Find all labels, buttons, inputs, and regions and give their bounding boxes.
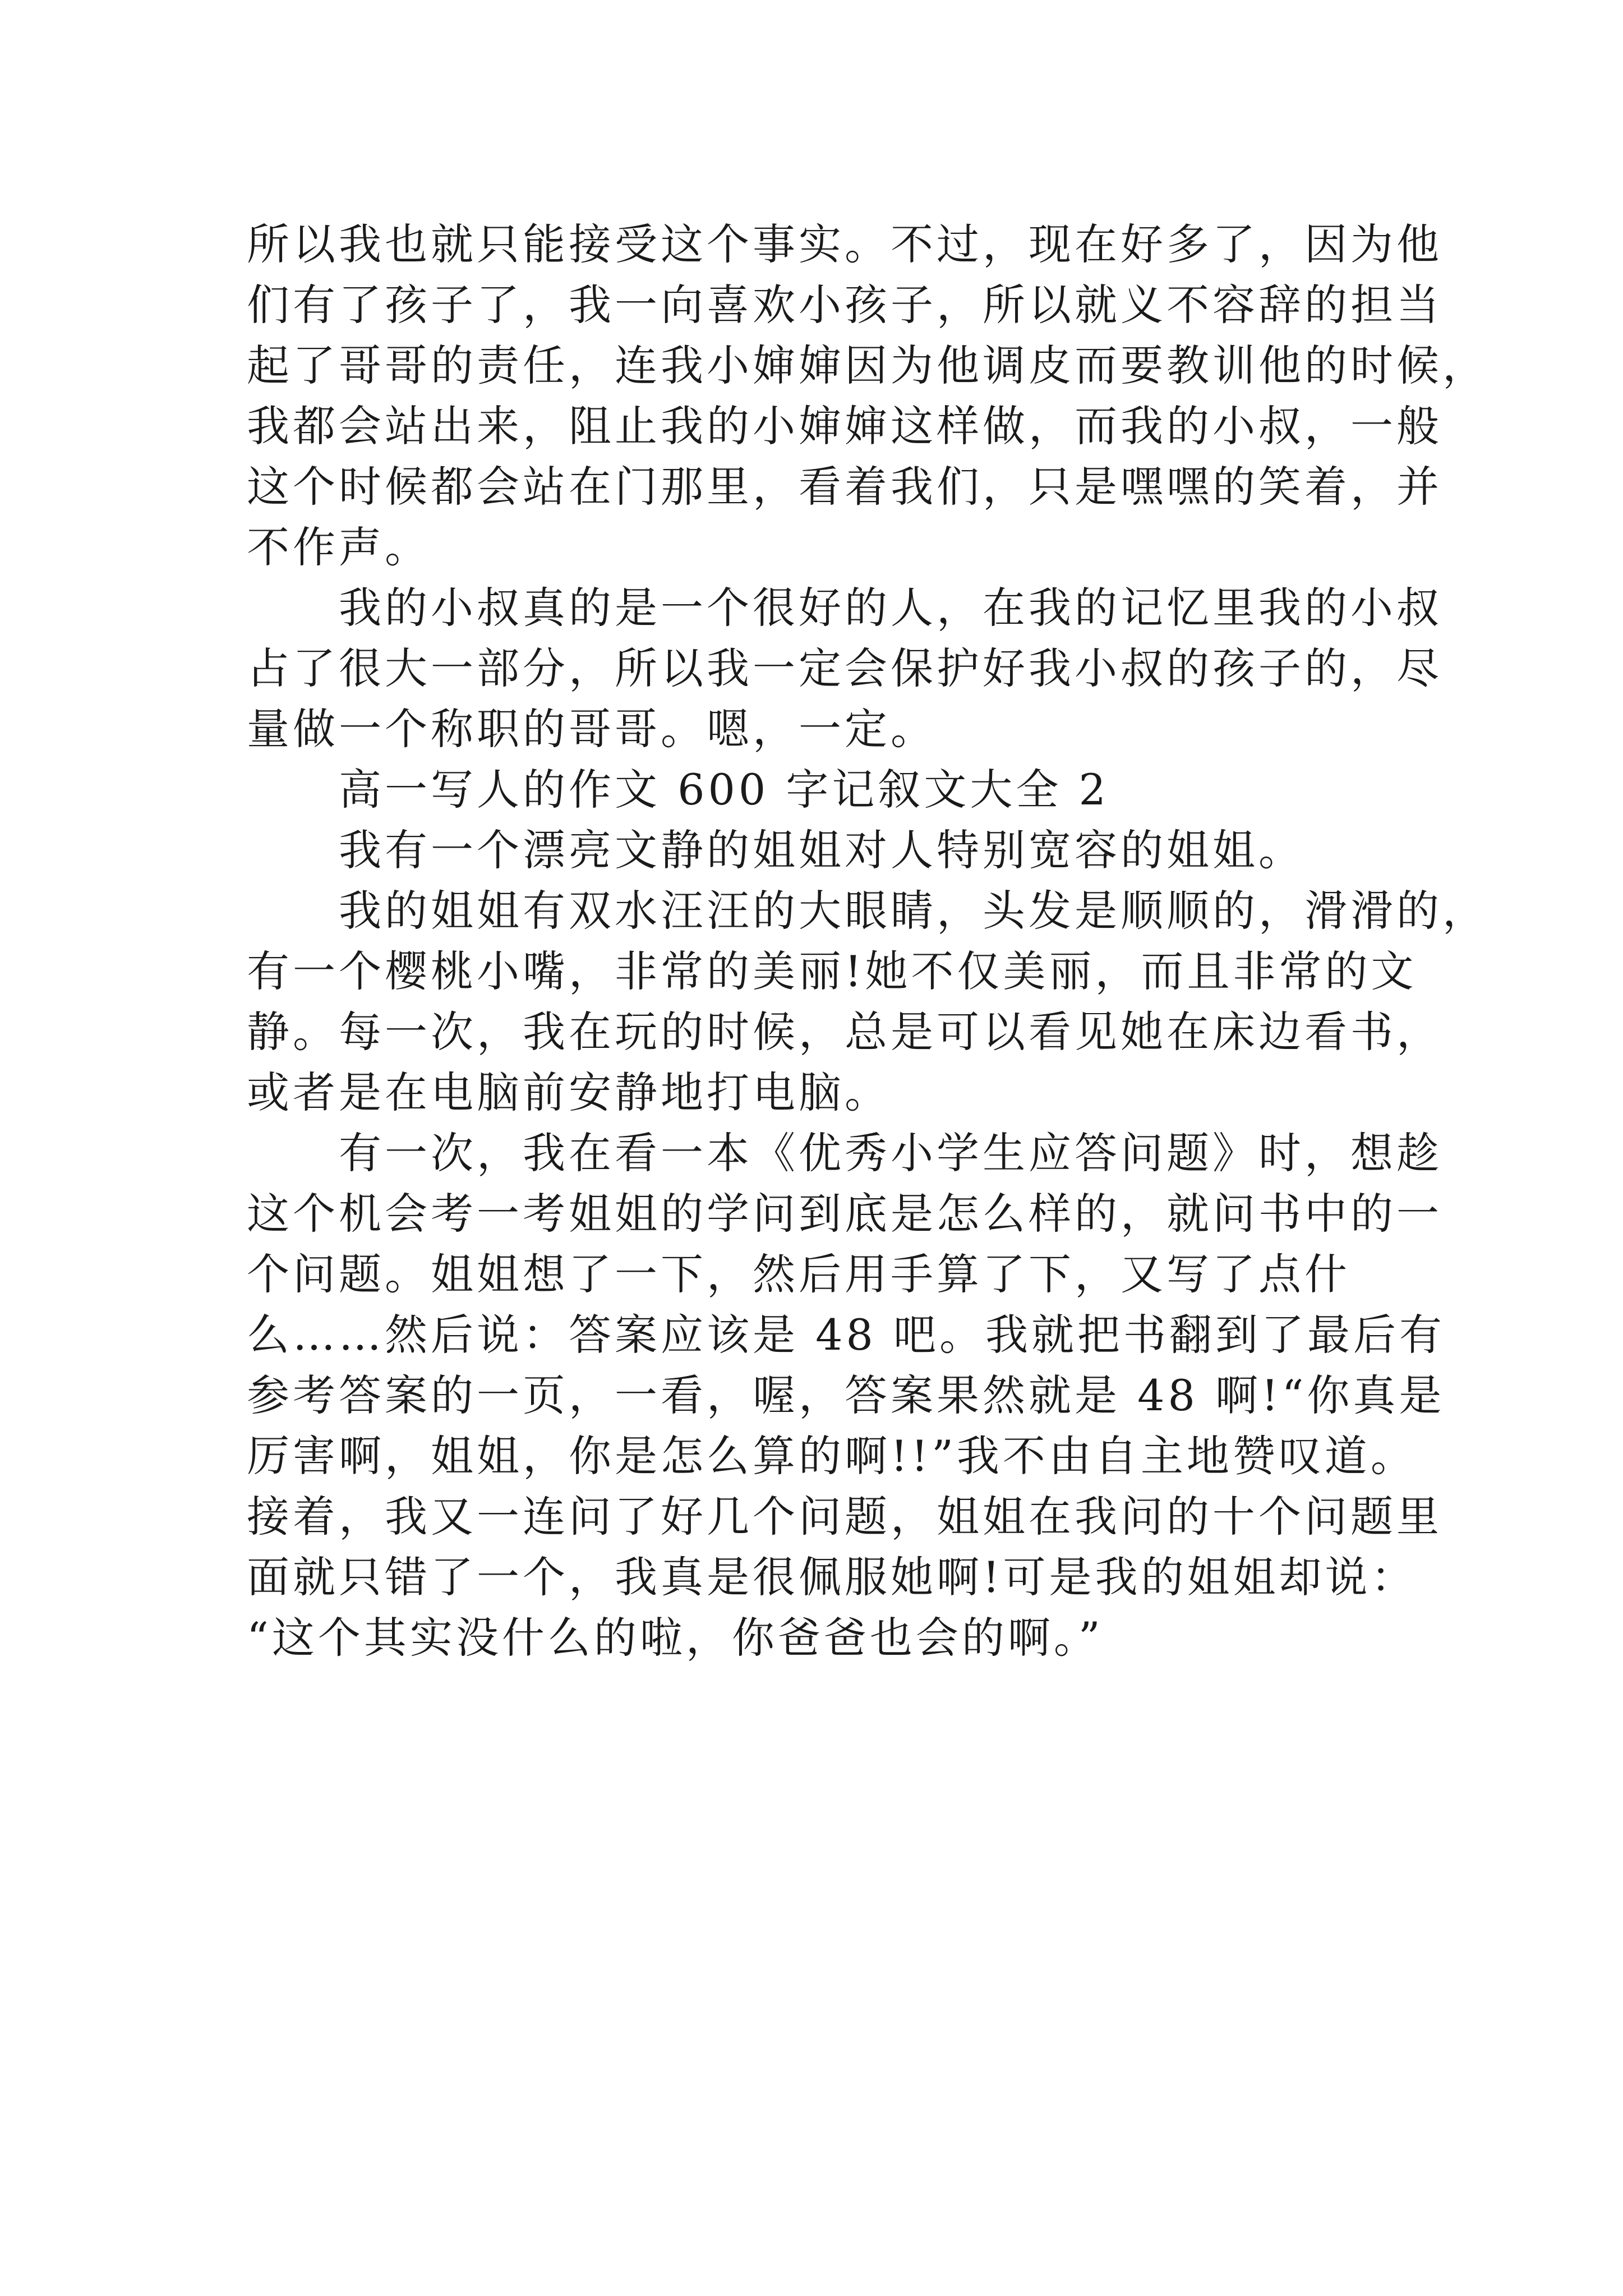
text-line: 有一个樱桃小嘴，非常的美丽!她不仅美丽，而且非常的文 <box>247 946 1417 996</box>
text-line: 我有一个漂亮文静的姐姐对人特别宽容的姐姐。 <box>247 825 1304 875</box>
text-line: 或者是在电脑前安静地打电脑。 <box>247 1068 891 1117</box>
text-line: 参考答案的一页，一看，喔，答案果然就是 48 啊!“你真是 <box>247 1370 1445 1420</box>
document-body <box>247 214 1488 1668</box>
text-line: 面就只错了一个，我真是很佩服她啊!可是我的姐姐却说： <box>247 1552 1417 1602</box>
text-line: 厉害啊，姐姐，你是怎么算的啊!!”我不由自主地赞叹道。 <box>247 1431 1417 1481</box>
text-line: 我的小叔真的是一个很好的人，在我的记忆里我的小叔 <box>247 583 1442 633</box>
text-line: 所以我也就只能接受这个事实。不过，现在好多了，因为他 <box>247 219 1442 269</box>
text-line: 这个时候都会站在门那里，看着我们，只是嘿嘿的笑着，并 <box>247 462 1442 512</box>
text-line: 占了很大一部分，所以我一定会保护好我小叔的孩子的，尽 <box>247 643 1442 693</box>
text-line: 接着，我又一连问了好几个问题，姐姐在我问的十个问题里 <box>247 1492 1442 1542</box>
section-heading: 高一写人的作文 600 字记叙文大全 2 <box>247 765 1109 815</box>
text-line: 们有了孩子了，我一向喜欢小孩子，所以就义不容辞的担当 <box>247 280 1442 330</box>
text-line: 起了哥哥的责任，连我小婶婶因为他调皮而要教训他的时候， <box>247 341 1488 390</box>
text-line: 么……然后说：答案应该是 48 吧。我就把书翻到了最后有 <box>247 1310 1446 1360</box>
text-line: 我的姐姐有双水汪汪的大眼睛，头发是顺顺的，滑滑的， <box>247 886 1488 936</box>
text-line: 有一次，我在看一本《优秀小学生应答问题》时，想趁 <box>247 1128 1442 1178</box>
text-line: 不作声。 <box>247 522 431 572</box>
text-line: “这个其实没什么的啦，你爸爸也会的啊。” <box>247 1613 1104 1663</box>
text-line: 个问题。姐姐想了一下，然后用手算了下，又写了点什 <box>247 1249 1350 1299</box>
text-line: 我都会站出来，阻止我的小婶婶这样做，而我的小叔，一般 <box>247 401 1442 451</box>
text-line: 这个机会考一考姐姐的学问到底是怎么样的，就问书中的一 <box>247 1189 1442 1239</box>
text-line: 静。每一次，我在玩的时候，总是可以看见她在床边看书， <box>247 1007 1442 1057</box>
text-line: 量做一个称职的哥哥。嗯，一定。 <box>247 704 937 754</box>
